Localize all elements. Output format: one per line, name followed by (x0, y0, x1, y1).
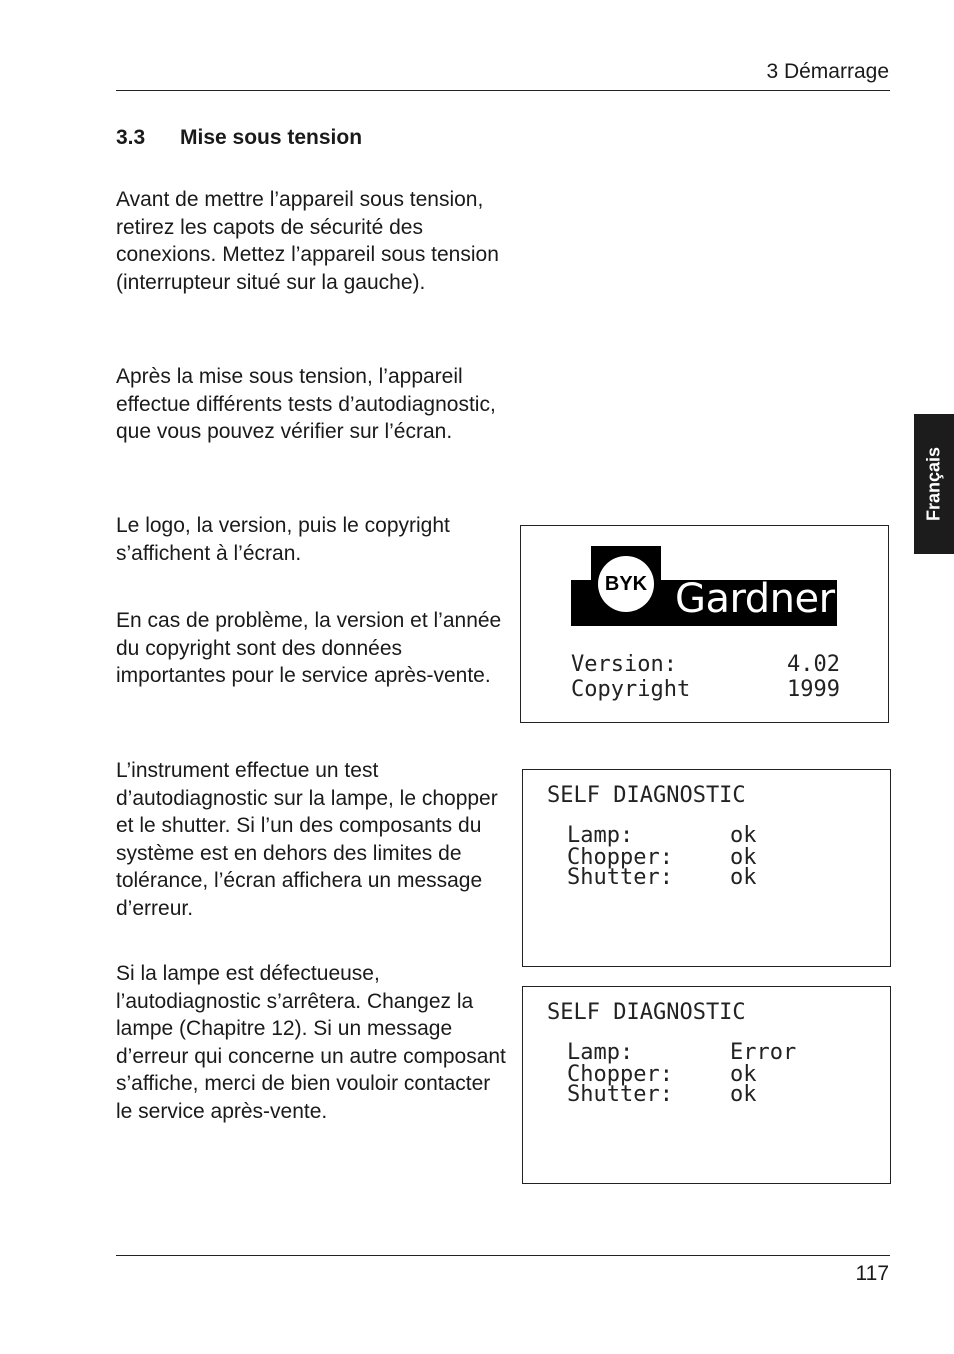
diag-chopper-label: Chopper: (567, 845, 673, 870)
diag-title: SELF DIAGNOSTIC (547, 783, 746, 808)
page-number: 117 (855, 1262, 889, 1285)
diag-shutter-value: ok (730, 1082, 757, 1107)
logo-wordmark: Gardner (675, 576, 835, 622)
diag-lamp-value: Error (730, 1040, 797, 1065)
diag-title: SELF DIAGNOSTIC (547, 1000, 746, 1025)
running-header: 3 Démarrage (766, 60, 889, 83)
diag-chopper-value: ok (730, 845, 757, 870)
copyright-value: 1999 (787, 677, 840, 702)
language-tab (914, 414, 954, 554)
diag-lamp-value: ok (730, 823, 757, 848)
logo-version-screen (520, 525, 889, 723)
section-title: Mise sous tension (180, 126, 363, 149)
section-number: 3.3 (116, 126, 146, 149)
self-diagnostic-error-screen (522, 986, 891, 1184)
language-tab-label: Français (923, 446, 944, 522)
diag-shutter-label: Shutter: (567, 865, 673, 890)
logo-badge: BYK (598, 556, 654, 612)
diag-lamp-label: Lamp: (567, 1040, 634, 1065)
paragraph-lamp-defect: Si la lampe est défectueuse, l’autodiagnostic s’arrêtera. Changez la lampe (Chapitre 12). Si un message d’erreur qui concerne un autre composant s’affiche, merci de bien vouloir contacter le service après-vente. (116, 962, 506, 1123)
paragraph-logo-version: Le logo, la version, puis le copyright s’affichent à l’écran. (116, 514, 450, 565)
diag-chopper-value: ok (730, 1062, 757, 1087)
header-rule (116, 90, 890, 91)
byk-gardner-logo (571, 546, 837, 628)
diag-shutter-label: Shutter: (567, 1082, 673, 1107)
diag-chopper-label: Chopper: (567, 1062, 673, 1087)
copyright-label: Copyright (571, 677, 691, 702)
paragraph-power-on: Avant de mettre l’appareil sous tension, retirez les capots de sécurité des conexions. Mettez l’appareil sous tension (interrupteur situé sur la gauche). (116, 188, 499, 294)
version-value: 4.02 (787, 652, 840, 677)
diag-shutter-value: ok (730, 865, 757, 890)
version-label: Version: (571, 652, 677, 677)
section-heading (116, 126, 362, 150)
paragraph-self-tests: Après la mise sous tension, l’appareil effectue différents tests d’autodiagnostic, que vous pouvez vérifier sur l’écran. (116, 365, 496, 443)
footer-rule (116, 1255, 890, 1256)
paragraph-problem: En cas de problème, la version et l’année du copyright sont des données importantes pour le service après-vente. (116, 609, 502, 687)
paragraph-diagnostic-test: L’instrument effectue un test d’autodiagnostic sur la lampe, le chopper et le shutter. Si l’un des composants du système est en dehors des limites de tolérance, l’écran affichera un message d’erreur. (116, 759, 498, 920)
self-diagnostic-ok-screen (522, 769, 891, 967)
diag-lamp-label: Lamp: (567, 823, 634, 848)
